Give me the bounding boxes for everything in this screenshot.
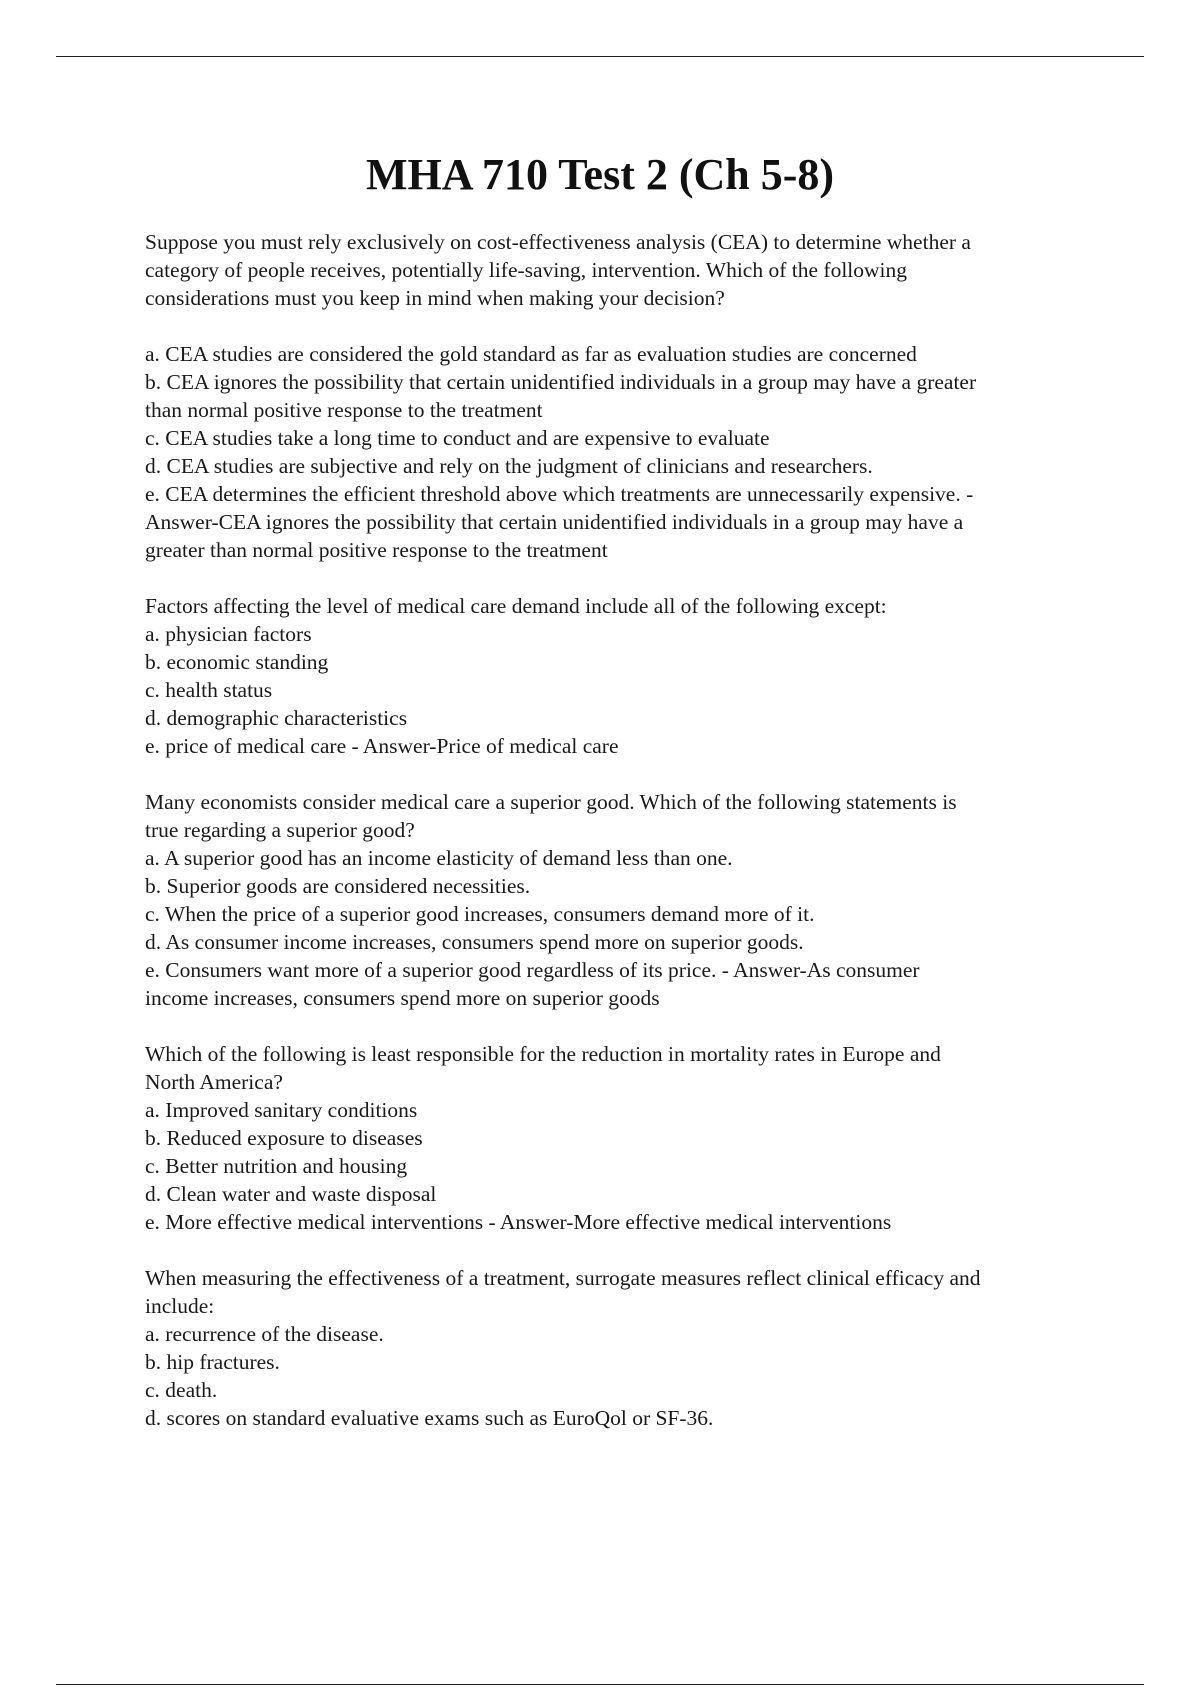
- question-5-line: include:: [145, 1294, 215, 1318]
- question-1-answer: Answer-CEA ignores the possibility that certain unidentified individuals in a group may have a: [145, 510, 964, 534]
- question-1-option: e. CEA determines the efficient threshold above which treatments are unnecessarily expensive. -: [145, 482, 974, 506]
- question-3-option: d. As consumer income increases, consumers spend more on superior goods.: [145, 930, 804, 954]
- question-4-option: c. Better nutrition and housing: [145, 1154, 408, 1178]
- page-title: MHA 710 Test 2 (Ch 5-8): [365, 150, 835, 199]
- question-1-option: b. CEA ignores the possibility that certain unidentified individuals in a group may have a greater: [145, 370, 977, 394]
- question-5-line: When measuring the effectiveness of a treatment, surrogate measures reflect clinical efficacy and: [145, 1266, 981, 1290]
- question-1-line: considerations must you keep in mind when making your decision?: [145, 286, 725, 310]
- question-block-3: [145, 788, 1095, 1012]
- header-rule: [56, 56, 1144, 57]
- question-3-line: true regarding a superior good?: [145, 818, 415, 842]
- question-4-option: b. Reduced exposure to diseases: [145, 1126, 423, 1150]
- question-2-line: Factors affecting the level of medical care demand include all of the following except:: [145, 594, 887, 618]
- question-3-answer: income increases, consumers spend more on superior goods: [145, 986, 660, 1010]
- question-4-answer: e. More effective medical interventions - Answer-More effective medical interventions: [145, 1210, 892, 1234]
- question-3-option: a. A superior good has an income elasticity of demand less than one.: [145, 846, 733, 870]
- question-5-option: b. hip fractures.: [145, 1350, 280, 1374]
- question-1-option: c. CEA studies take a long time to conduct and are expensive to evaluate: [145, 426, 770, 450]
- question-1-line: Suppose you must rely exclusively on cost-effectiveness analysis (CEA) to determine whether a: [145, 230, 971, 254]
- question-block-2: [145, 592, 1095, 760]
- question-5-option: c. death.: [145, 1378, 218, 1402]
- question-2-answer: e. price of medical care - Answer-Price of medical care: [145, 734, 619, 758]
- question-block-5: [145, 1264, 1095, 1432]
- question-2-option: d. demographic characteristics: [145, 706, 408, 730]
- question-5-option: a. recurrence of the disease.: [145, 1322, 384, 1346]
- question-1-option: than normal positive response to the treatment: [145, 398, 543, 422]
- question-block-4: [145, 1040, 1095, 1236]
- document-body: [145, 228, 1095, 1460]
- question-3-line: Many economists consider medical care a superior good. Which of the following statements is: [145, 790, 957, 814]
- question-5-option: d. scores on standard evaluative exams such as EuroQol or SF-36.: [145, 1406, 714, 1430]
- question-1-option: d. CEA studies are subjective and rely on the judgment of clinicians and researchers.: [145, 454, 873, 478]
- paragraph-gap: [145, 312, 1095, 340]
- question-4-line: North America?: [145, 1070, 283, 1094]
- question-1-answer: greater than normal positive response to the treatment: [145, 538, 608, 562]
- question-2-option: c. health status: [145, 678, 273, 702]
- question-4-option: d. Clean water and waste disposal: [145, 1182, 437, 1206]
- question-1-line: category of people receives, potentially life-saving, intervention. Which of the following: [145, 258, 908, 282]
- question-block-1: [145, 228, 1095, 564]
- question-3-option: b. Superior goods are considered necessities.: [145, 874, 531, 898]
- question-4-option: a. Improved sanitary conditions: [145, 1098, 418, 1122]
- question-1-option: a. CEA studies are considered the gold standard as far as evaluation studies are concerned: [145, 342, 917, 366]
- question-3-option: e. Consumers want more of a superior good regardless of its price. - Answer-As consumer: [145, 958, 920, 982]
- question-2-option: a. physician factors: [145, 622, 312, 646]
- question-4-line: Which of the following is least responsible for the reduction in mortality rates in Europe and: [145, 1042, 941, 1066]
- footer-rule: [56, 1684, 1144, 1685]
- question-3-option: c. When the price of a superior good increases, consumers demand more of it.: [145, 902, 815, 926]
- question-2-option: b. economic standing: [145, 650, 329, 674]
